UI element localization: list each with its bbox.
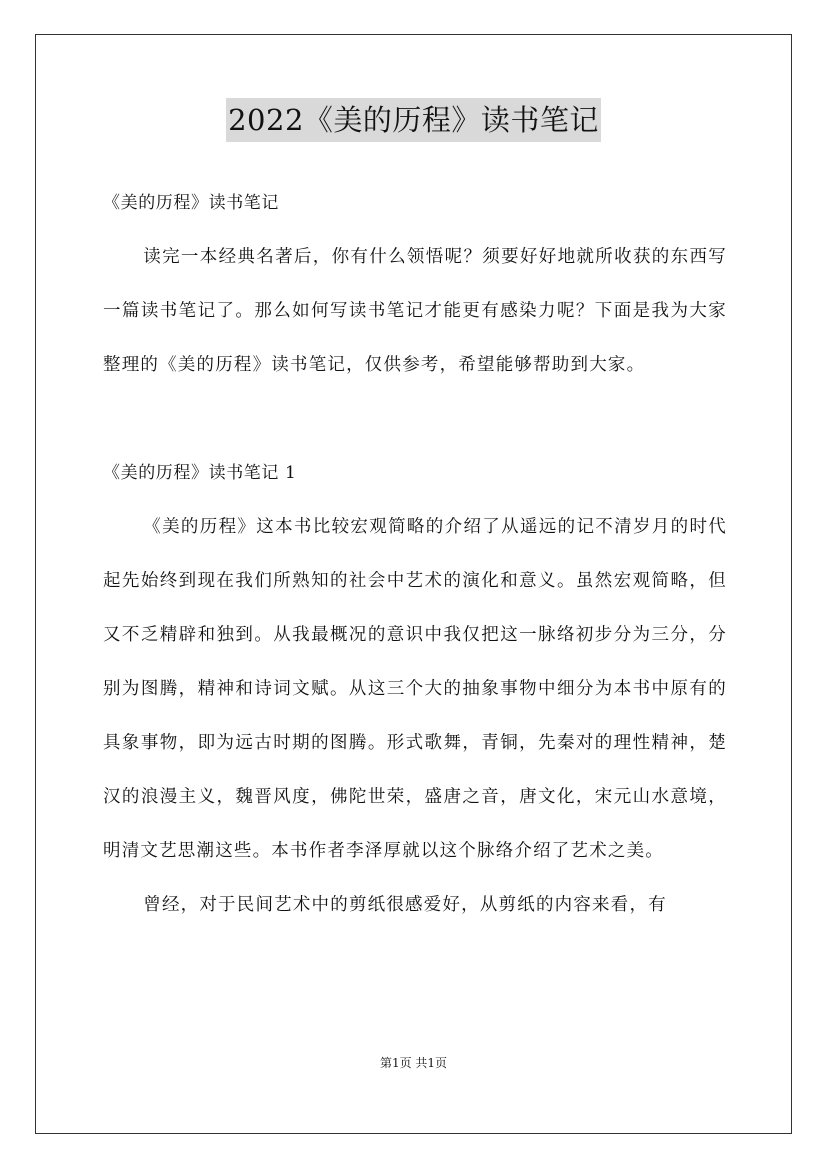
page-footer: 第1页 共1页 xyxy=(379,1056,448,1070)
document-title: 2022《美的历程》读书笔记 xyxy=(226,98,601,142)
body-paragraph: 曾经，对于民间艺术中的剪纸很感爱好，从剪纸的内容来看，有 xyxy=(143,895,667,915)
document-body xyxy=(103,176,727,932)
section-heading: 《美的历程》读书笔记 1 xyxy=(103,463,297,483)
body-paragraph: 《美的历程》这本书比较宏观简略的介绍了从遥远的记不清岁月的时代起先始终到现在我们所熟知的社会中艺术的演化和意义。虽然宏观简略，但又不乏精辟和独到。从我最概况的意识中我仅把这一脉络初步分为三分，分别为图腾，精神和诗词文赋。从这三个大的抽象事物中细分为本书中原有的具象事物，即为远古时期的图腾。形式歌舞，青铜，先秦对的理性精神，楚汉的浪漫主义，魏晋风度，佛陀世荣，盛唐之音，唐文化，宋元山水意境，明清文艺思潮这些。本书作者李泽厚就以这个脉络介绍了艺术之美。 xyxy=(103,517,727,861)
intro-paragraph: 读完一本经典名著后，你有什么领悟呢？须要好好地就所收获的东西写一篇读书笔记了。那么如何写读书笔记才能更有感染力呢？下面是我为大家整理的《美的历程》读书笔记，仅供参考，希望能够帮助到大家。 xyxy=(103,247,727,375)
document-subtitle: 《美的历程》读书笔记 xyxy=(103,193,279,213)
blank-line xyxy=(103,392,727,446)
title-container xyxy=(0,98,827,142)
